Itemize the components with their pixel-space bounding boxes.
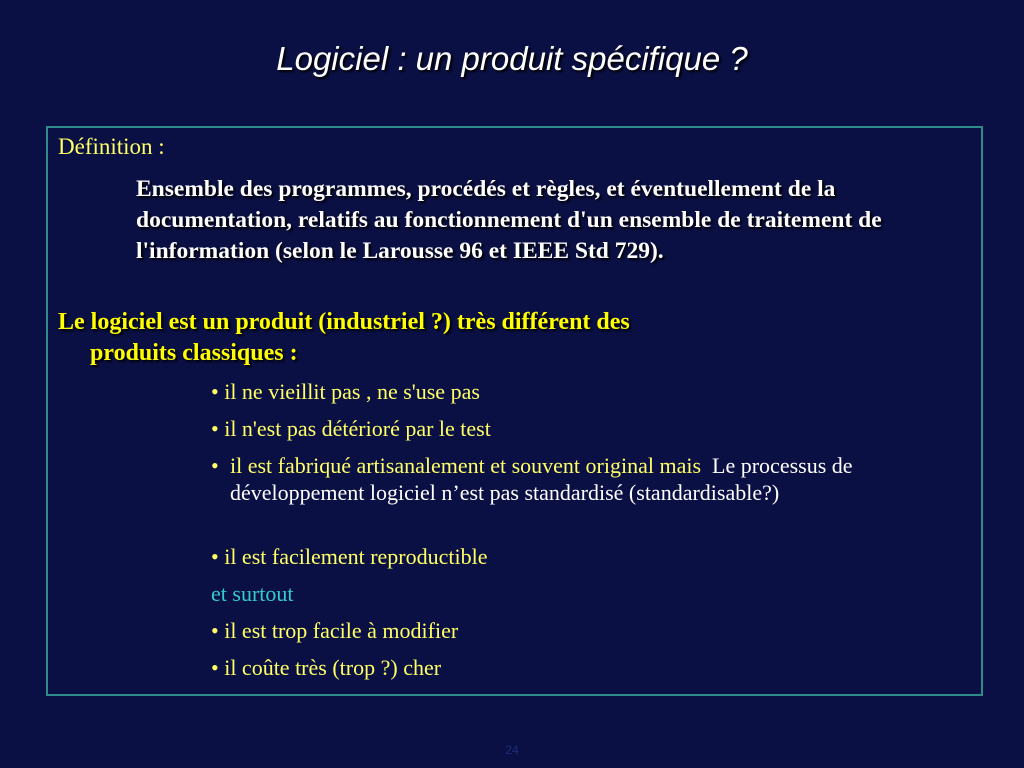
bullet-item [211,378,480,405]
bullet-marker: • [211,618,219,643]
bullet-text: il est fabriqué artisanalement et souvent original mais [230,453,702,478]
definition-label: Définition : [58,134,165,159]
transition-text: et surtout [211,581,294,606]
definition-text: Ensemble des programmes, procédés et règles, et éventuellement de la documentation, relatifs au fonctionnement d'un ensemble de traitement de l'information (selon le Larousse 96 et IEEE Std 729). [136,176,882,264]
lead-statement [58,307,938,369]
bullet-item [211,415,491,442]
page-number: 24 [505,743,519,757]
slide-title: Logiciel : un produit spécifique ? [276,40,748,77]
bullet-marker: • [211,416,219,441]
lead-line-1: Le logiciel est un produit (industriel ?) très différent des [58,309,630,335]
bullet-text: il coûte très (trop ?) cher [224,655,442,680]
bullet-item [211,543,487,570]
bullet-marker: • [211,379,219,404]
bullet-item [211,452,971,506]
bullet-item [211,617,458,644]
bullet-text: il n'est pas détérioré par le test [224,416,491,441]
bullet-item [211,654,441,681]
lead-line-2: produits classiques : [90,340,298,366]
bullet-marker: • [211,655,219,680]
bullet-note: processus de développement logiciel n’est pas standardisé (standardisable?) [230,453,853,505]
bullet-text: il est trop facile à modifier [224,618,459,643]
bullet-marker: • [211,544,219,569]
bullet-marker: • [211,453,219,478]
bullet-text: il est facilement reproductible [224,544,488,569]
bullet-note-start: Le [712,453,736,478]
bullet-text: il ne vieillit pas , ne s'use pas [224,379,480,404]
